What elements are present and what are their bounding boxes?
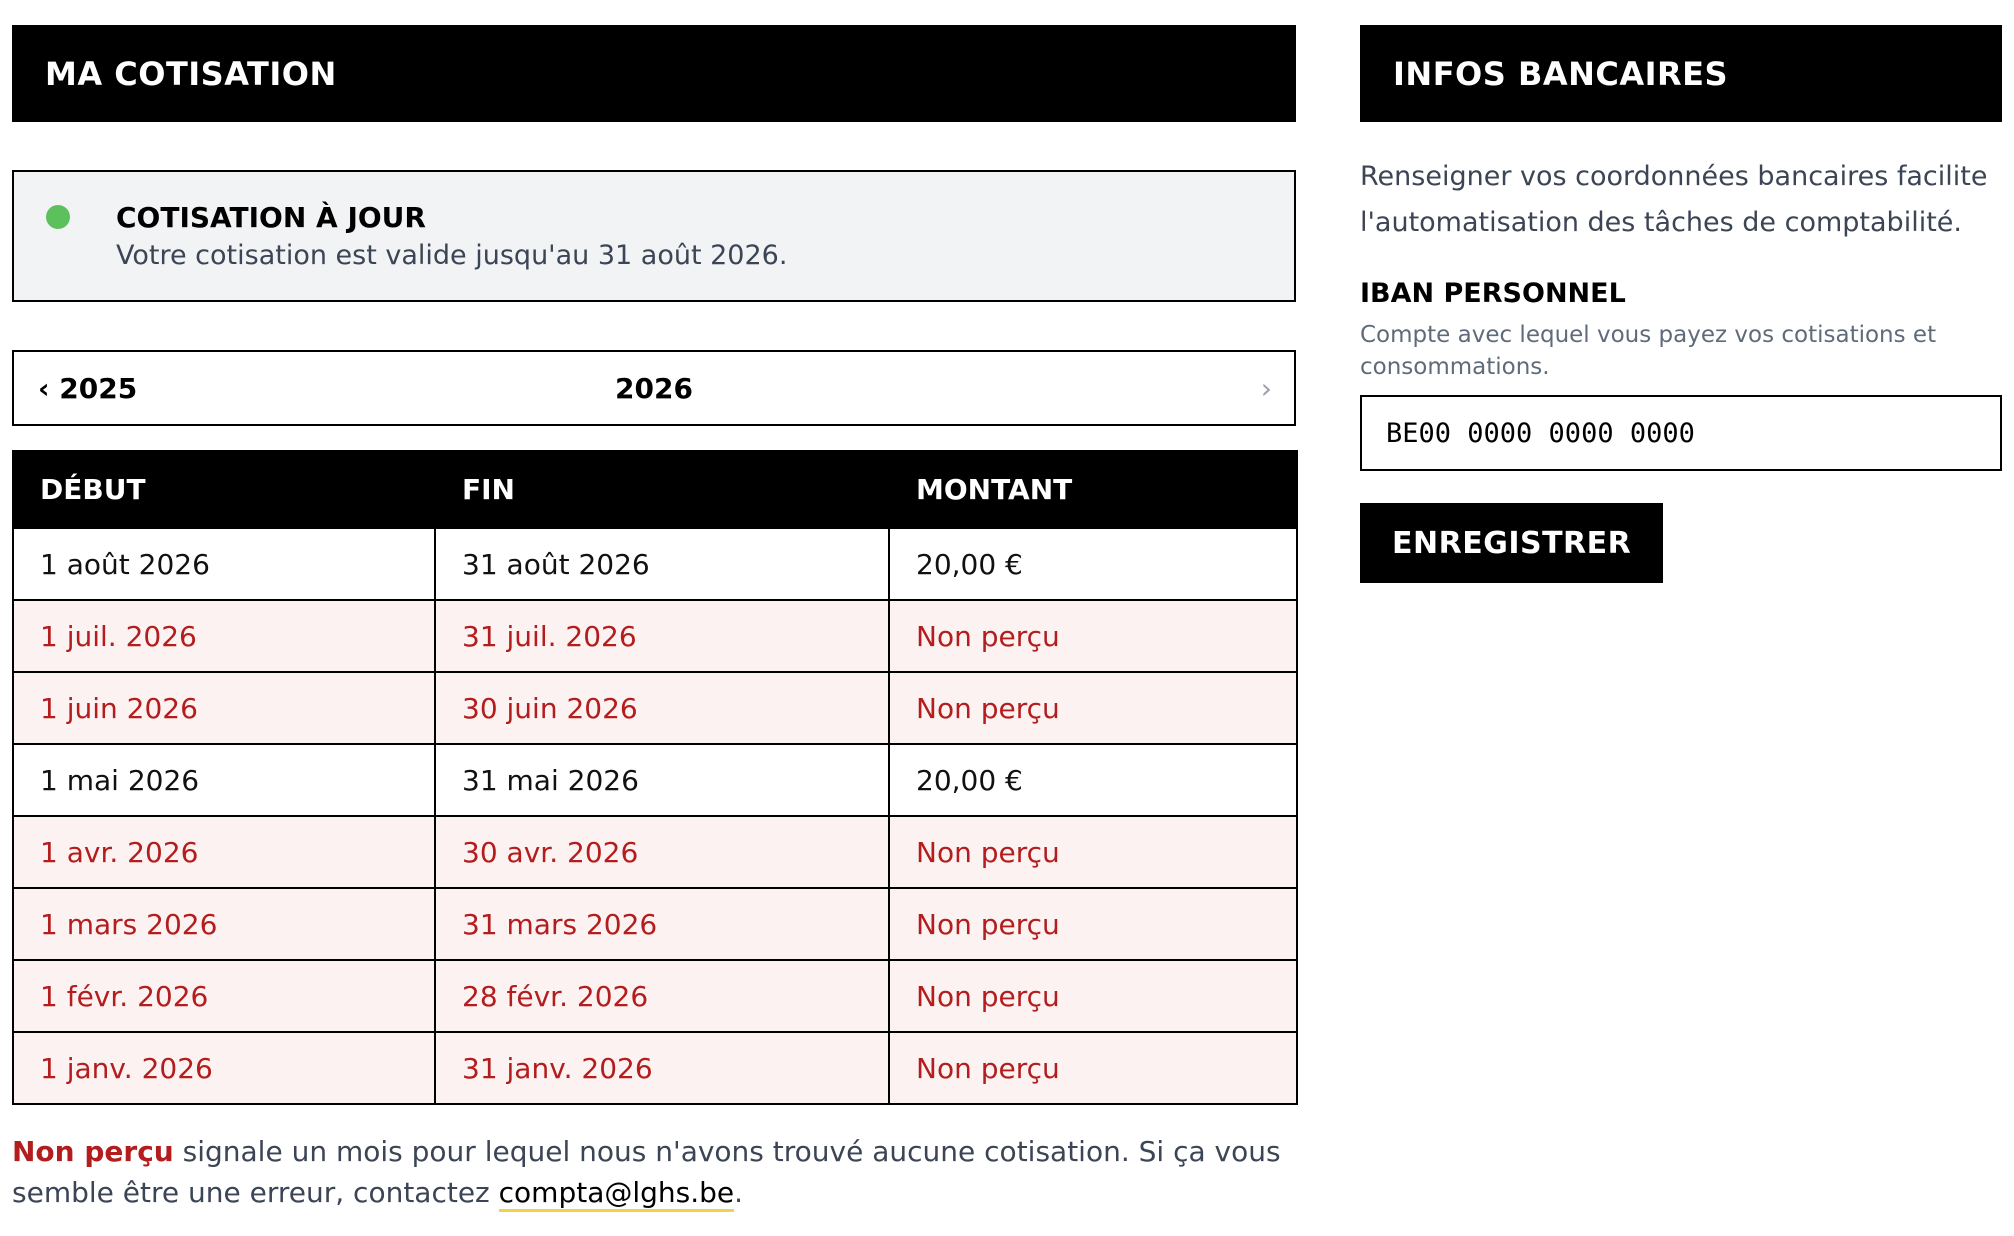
table-row — [13, 600, 1297, 672]
table-row — [13, 816, 1297, 888]
note-highlight: Non perçu — [12, 1135, 174, 1168]
save-button[interactable]: ENREGISTRER — [1360, 503, 1663, 583]
cell-amount: 20,00 € — [889, 528, 1297, 600]
iban-label: IBAN PERSONNEL — [1360, 278, 1626, 309]
table-row — [13, 888, 1297, 960]
cell-end: 31 août 2026 — [435, 528, 889, 600]
table-row — [13, 1032, 1297, 1104]
cell-start: 1 mai 2026 — [13, 744, 435, 816]
cell-amount: Non perçu — [889, 960, 1297, 1032]
bank-section — [1360, 25, 2002, 583]
cell-start: 1 janv. 2026 — [13, 1032, 435, 1104]
status-text: Votre cotisation est valide jusqu'au 31 août 2026. — [116, 240, 788, 271]
cell-end: 28 févr. 2026 — [435, 960, 889, 1032]
cell-end: 31 juil. 2026 — [435, 600, 889, 672]
previous-year-link[interactable]: ‹ 2025 — [38, 371, 138, 405]
cell-amount: Non perçu — [889, 1032, 1297, 1104]
cell-end: 31 janv. 2026 — [435, 1032, 889, 1104]
column-header-start: DÉBUT — [13, 451, 435, 528]
cell-start: 1 août 2026 — [13, 528, 435, 600]
iban-help-text: Compte avec lequel vous payez vos cotisations et consommations. — [1360, 322, 1937, 380]
unpaid-note — [12, 1131, 1296, 1213]
table-row — [13, 960, 1297, 1032]
table-row — [13, 744, 1297, 816]
table-row — [13, 672, 1297, 744]
next-year-chevron-icon: › — [1260, 371, 1272, 405]
bank-description: Renseigner vos coordonnées bancaires facilite l'automatisation des tâches de comptabilité. — [1360, 161, 1988, 238]
note-text: signale un mois pour lequel nous n'avons trouvé aucune cotisation. Si ça vous semble être une erreur, contactez — [12, 1135, 1281, 1209]
cell-end: 30 avr. 2026 — [435, 816, 889, 888]
table-header-row — [13, 451, 1297, 528]
column-header-amount: MONTANT — [889, 451, 1297, 528]
cell-end: 31 mars 2026 — [435, 888, 889, 960]
note-end: . — [734, 1176, 744, 1209]
cell-start: 1 févr. 2026 — [13, 960, 435, 1032]
fees-table — [12, 450, 1298, 1105]
cell-amount: Non perçu — [889, 888, 1297, 960]
cell-amount: Non perçu — [889, 672, 1297, 744]
cell-amount: Non perçu — [889, 816, 1297, 888]
cell-end: 31 mai 2026 — [435, 744, 889, 816]
cell-start: 1 avr. 2026 — [13, 816, 435, 888]
table-body — [13, 528, 1297, 1104]
table-row — [13, 528, 1297, 600]
column-header-end: FIN — [435, 451, 889, 528]
cell-amount: 20,00 € — [889, 744, 1297, 816]
cell-start: 1 juin 2026 — [13, 672, 435, 744]
status-box — [12, 170, 1296, 302]
cell-start: 1 mars 2026 — [13, 888, 435, 960]
year-navigation — [12, 350, 1296, 426]
iban-input[interactable] — [1360, 395, 2002, 471]
cell-amount: Non perçu — [889, 600, 1297, 672]
cotisation-section — [12, 25, 1296, 1213]
cotisation-header: MA COTISATION — [12, 25, 1296, 122]
cell-start: 1 juil. 2026 — [13, 600, 435, 672]
accounting-email-link[interactable]: compta@lghs.be — [499, 1176, 735, 1212]
bank-header: INFOS BANCAIRES — [1360, 25, 2002, 122]
cell-end: 30 juin 2026 — [435, 672, 889, 744]
status-title: COTISATION À JOUR — [116, 201, 426, 234]
current-year: 2026 — [615, 371, 693, 405]
status-dot-icon — [46, 205, 70, 229]
